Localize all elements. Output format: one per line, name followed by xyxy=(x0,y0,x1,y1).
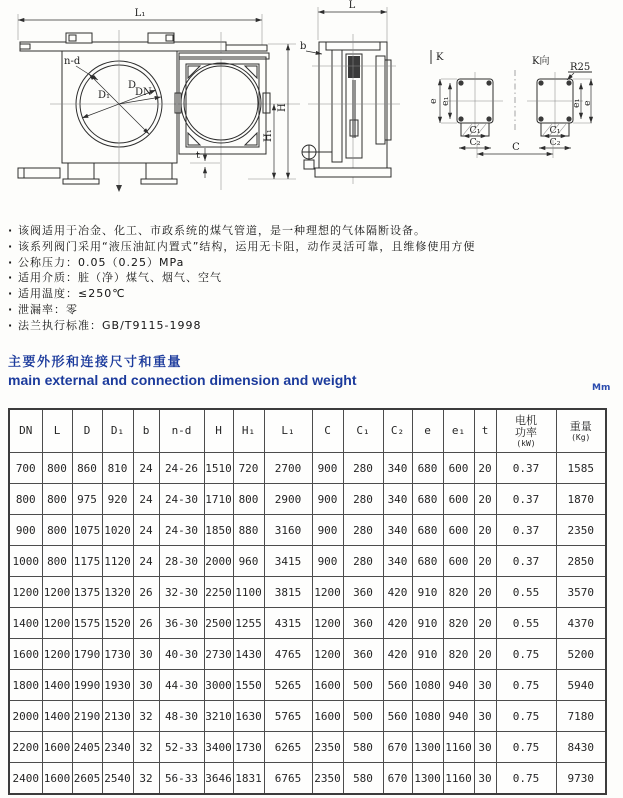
dim-label-e: e xyxy=(428,98,439,104)
side-view xyxy=(300,0,400,184)
feature-item xyxy=(8,239,616,255)
feature-text: 泄漏率：零 xyxy=(18,302,78,316)
table-cell: 30 xyxy=(474,732,496,763)
table-cell: 36-30 xyxy=(159,608,204,639)
dim-label-dn: DN xyxy=(135,87,152,98)
table-cell: 1850 xyxy=(204,515,233,546)
table-cell: 26 xyxy=(133,608,159,639)
table-cell: 30 xyxy=(133,639,159,670)
table-cell: 0.37 xyxy=(496,515,556,546)
section-title-en: main external and connection dimension and weight xyxy=(8,372,357,388)
table-cell: 340 xyxy=(383,546,412,577)
table-cell: 20 xyxy=(474,639,496,670)
table-cell: 820 xyxy=(443,639,474,670)
table-cell: 280 xyxy=(343,515,383,546)
table-cell: 1870 xyxy=(556,484,606,515)
table-cell: 670 xyxy=(383,763,412,795)
table-row xyxy=(9,484,606,515)
table-cell: 32 xyxy=(133,763,159,795)
table-cell: 0.75 xyxy=(496,639,556,670)
table-cell: 1600 xyxy=(312,670,343,701)
table-cell: 6265 xyxy=(264,732,312,763)
table-cell: 1575 xyxy=(72,608,102,639)
table-cell: 2850 xyxy=(556,546,606,577)
dim-label-l: L xyxy=(348,0,356,11)
table-cell: 24 xyxy=(133,515,159,546)
table-cell: 340 xyxy=(383,453,412,484)
feature-item xyxy=(8,302,616,318)
table-cell: 3000 xyxy=(204,670,233,701)
table-cell: 24-30 xyxy=(159,484,204,515)
section-title-zh: 主要外形和连接尺寸和重量 xyxy=(8,355,183,370)
table-cell: 0.75 xyxy=(496,732,556,763)
table-cell: 1520 xyxy=(102,608,133,639)
table-cell: 940 xyxy=(443,670,474,701)
table-cell: 3400 xyxy=(204,732,233,763)
bullet-marker: · xyxy=(8,224,14,237)
column-header: D₁ xyxy=(102,409,133,453)
table-cell: 420 xyxy=(383,608,412,639)
table-cell: 2400 xyxy=(9,763,42,795)
table-cell: 680 xyxy=(412,546,443,577)
table-cell: 3210 xyxy=(204,701,233,732)
table-cell: 1600 xyxy=(42,732,72,763)
view-label-k-direction: K向 xyxy=(532,56,550,67)
table-row xyxy=(9,546,606,577)
table-cell: 910 xyxy=(412,608,443,639)
feature-item xyxy=(8,270,616,286)
column-header: L₁ xyxy=(264,409,312,453)
dimension-table xyxy=(8,408,607,795)
table-cell: 1400 xyxy=(42,701,72,732)
table-cell: 1000 xyxy=(9,546,42,577)
dim-label-e1-right: e₁ xyxy=(571,98,582,108)
feature-text: 该系列阀门采用“液压油缸内置式”结构，运用无卡阻，动作灵活可靠，且维修使用方便 xyxy=(18,239,476,253)
k-detail-right xyxy=(527,54,593,148)
table-cell: 1800 xyxy=(9,670,42,701)
bullet-marker: · xyxy=(8,302,14,316)
table-cell: 360 xyxy=(343,577,383,608)
table-cell: 800 xyxy=(9,484,42,515)
table-cell: 9730 xyxy=(556,763,606,795)
table-cell: 24-30 xyxy=(159,515,204,546)
table-cell: 820 xyxy=(443,608,474,639)
table-row xyxy=(9,732,606,763)
table-cell: 20 xyxy=(474,484,496,515)
dim-label-c1: C₁ xyxy=(469,125,481,136)
table-cell: 5765 xyxy=(264,701,312,732)
table-cell: 5940 xyxy=(556,670,606,701)
column-header: b xyxy=(133,409,159,453)
table-cell: 52-33 xyxy=(159,732,204,763)
table-cell: 0.55 xyxy=(496,577,556,608)
table-cell: 26 xyxy=(133,577,159,608)
table-cell: 800 xyxy=(42,484,72,515)
table-cell: 420 xyxy=(383,639,412,670)
table-cell: 820 xyxy=(443,577,474,608)
column-header: H xyxy=(204,409,233,453)
table-cell: 2540 xyxy=(102,763,133,795)
table-cell: 56-33 xyxy=(159,763,204,795)
table-cell: 1080 xyxy=(412,701,443,732)
table-cell: 3570 xyxy=(556,577,606,608)
table-cell: 30 xyxy=(474,670,496,701)
table-cell: 340 xyxy=(383,515,412,546)
table-cell: 1200 xyxy=(312,639,343,670)
table-cell: 1300 xyxy=(412,732,443,763)
table-cell: 800 xyxy=(42,546,72,577)
table-cell: 420 xyxy=(383,577,412,608)
table-cell: 1200 xyxy=(42,577,72,608)
table-cell: 0.55 xyxy=(496,608,556,639)
bullet-marker: · xyxy=(8,271,14,285)
table-cell: 900 xyxy=(312,453,343,484)
table-cell: 280 xyxy=(343,546,383,577)
table-cell: 1790 xyxy=(72,639,102,670)
dim-label-c2: C₂ xyxy=(469,137,481,148)
table-cell: 1320 xyxy=(102,577,133,608)
table-cell: 1020 xyxy=(102,515,133,546)
table-cell: 360 xyxy=(343,639,383,670)
table-cell: 2000 xyxy=(9,701,42,732)
k-detail-left xyxy=(428,50,503,148)
table-cell: 810 xyxy=(102,453,133,484)
table-cell: 1400 xyxy=(9,608,42,639)
dim-label-d1: D₁ xyxy=(98,90,111,101)
feature-text: 适用温度：≤250℃ xyxy=(18,287,126,301)
table-cell: 600 xyxy=(443,546,474,577)
table-cell: 1075 xyxy=(72,515,102,546)
table-cell: 2190 xyxy=(72,701,102,732)
table-cell: 2405 xyxy=(72,732,102,763)
table-cell: 1200 xyxy=(9,577,42,608)
table-cell: 1255 xyxy=(233,608,264,639)
view-label-k: K xyxy=(436,52,444,63)
table-cell: 500 xyxy=(343,670,383,701)
table-cell: 910 xyxy=(412,577,443,608)
table-cell: 360 xyxy=(343,608,383,639)
column-header: DN xyxy=(9,409,42,453)
dim-label-h: H xyxy=(277,103,288,112)
table-cell: 600 xyxy=(443,453,474,484)
table-cell: 910 xyxy=(412,639,443,670)
dim-label-b: b xyxy=(300,41,307,52)
table-cell: 20 xyxy=(474,515,496,546)
table-cell: 900 xyxy=(312,546,343,577)
table-cell: 340 xyxy=(383,484,412,515)
table-cell: 680 xyxy=(412,484,443,515)
table-cell: 40-30 xyxy=(159,639,204,670)
feature-item xyxy=(8,223,616,239)
table-cell: 900 xyxy=(312,484,343,515)
technical-drawing xyxy=(0,0,623,212)
dim-label-c2-right: C₂ xyxy=(549,137,561,148)
table-cell: 30 xyxy=(474,701,496,732)
table-cell: 1080 xyxy=(412,670,443,701)
feature-text: 公称压力：0.05（0.25）MPa xyxy=(18,255,185,269)
table-row xyxy=(9,608,606,639)
table-cell: 24 xyxy=(133,546,159,577)
bullet-marker: · xyxy=(8,318,14,332)
table-cell: 1585 xyxy=(556,453,606,484)
feature-text: 法兰执行标准：GB/T9115-1998 xyxy=(18,318,202,332)
table-cell: 2000 xyxy=(204,546,233,577)
column-header: e xyxy=(412,409,443,453)
feature-item xyxy=(8,318,616,334)
table-cell: 940 xyxy=(443,701,474,732)
table-cell: 32 xyxy=(133,701,159,732)
table-cell: 700 xyxy=(9,453,42,484)
table-cell: 2500 xyxy=(204,608,233,639)
dim-label-nd: n-d xyxy=(64,56,81,67)
table-cell: 1300 xyxy=(412,763,443,795)
column-header: C₁ xyxy=(343,409,383,453)
table-cell: 1200 xyxy=(42,639,72,670)
column-header: C xyxy=(312,409,343,453)
feature-item xyxy=(8,255,616,271)
table-cell: 5200 xyxy=(556,639,606,670)
table-cell: 20 xyxy=(474,608,496,639)
column-header: D xyxy=(72,409,102,453)
table-cell: 4315 xyxy=(264,608,312,639)
table-cell: 280 xyxy=(343,453,383,484)
table-cell: 20 xyxy=(474,453,496,484)
table-cell: 1175 xyxy=(72,546,102,577)
radius-label-r25: R25 xyxy=(570,62,591,73)
table-cell: 1375 xyxy=(72,577,102,608)
table-cell: 1930 xyxy=(102,670,133,701)
feature-text: 该阀适用于冶金、化工、市政系统的煤气管道，是一种理想的气体隔断设备。 xyxy=(18,224,426,237)
table-row xyxy=(9,577,606,608)
table-cell: 1160 xyxy=(443,763,474,795)
table-cell: 680 xyxy=(412,515,443,546)
table-cell: 960 xyxy=(233,546,264,577)
table-cell: 0.37 xyxy=(496,546,556,577)
table-cell: 1160 xyxy=(443,732,474,763)
table-cell: 1510 xyxy=(204,453,233,484)
table-cell: 1600 xyxy=(42,763,72,795)
table-cell: 24 xyxy=(133,453,159,484)
dim-label-e1: e₁ xyxy=(440,96,451,106)
table-cell: 6765 xyxy=(264,763,312,795)
bullet-marker: · xyxy=(8,255,14,269)
table-cell: 860 xyxy=(72,453,102,484)
bullet-marker: · xyxy=(8,287,14,301)
dim-label-c1-right: C₁ xyxy=(549,125,561,136)
column-header: 重量 (Kg) xyxy=(556,409,606,453)
table-row xyxy=(9,639,606,670)
table-cell: 44-30 xyxy=(159,670,204,701)
table-cell: 0.37 xyxy=(496,453,556,484)
column-header: 电机 功率 (kW) xyxy=(496,409,556,453)
dim-label-e-right: e xyxy=(582,100,593,106)
table-cell: 800 xyxy=(42,515,72,546)
column-header: t xyxy=(474,409,496,453)
table-cell: 900 xyxy=(312,515,343,546)
front-view xyxy=(18,8,300,192)
table-cell: 0.37 xyxy=(496,484,556,515)
table-cell: 900 xyxy=(9,515,42,546)
table-cell: 3815 xyxy=(264,577,312,608)
table-cell: 1710 xyxy=(204,484,233,515)
table-cell: 1600 xyxy=(312,701,343,732)
feature-item xyxy=(8,286,616,302)
table-cell: 2605 xyxy=(72,763,102,795)
dim-label-d: D xyxy=(128,80,137,91)
column-header: C₂ xyxy=(383,409,412,453)
table-row xyxy=(9,670,606,701)
feature-text: 适用介质：脏（净）煤气、烟气、空气 xyxy=(18,271,222,285)
table-cell: 0.75 xyxy=(496,670,556,701)
table-cell: 1550 xyxy=(233,670,264,701)
table-cell: 2200 xyxy=(9,732,42,763)
table-cell: 1730 xyxy=(102,639,133,670)
table-cell: 2350 xyxy=(556,515,606,546)
table-cell: 4765 xyxy=(264,639,312,670)
table-cell: 670 xyxy=(383,732,412,763)
table-cell: 24 xyxy=(133,484,159,515)
table-cell: 1990 xyxy=(72,670,102,701)
table-cell: 680 xyxy=(412,453,443,484)
table-cell: 48-30 xyxy=(159,701,204,732)
table-cell: 720 xyxy=(233,453,264,484)
table-cell: 1120 xyxy=(102,546,133,577)
table-row xyxy=(9,453,606,484)
table-cell: 1400 xyxy=(42,670,72,701)
table-cell: 560 xyxy=(383,670,412,701)
table-cell: 32-30 xyxy=(159,577,204,608)
table-cell: 500 xyxy=(343,701,383,732)
table-cell: 30 xyxy=(133,670,159,701)
table-row xyxy=(9,701,606,732)
section-heading xyxy=(8,354,357,389)
column-header: e₁ xyxy=(443,409,474,453)
column-header: H₁ xyxy=(233,409,264,453)
table-cell: 1100 xyxy=(233,577,264,608)
table-cell: 30 xyxy=(474,763,496,795)
table-cell: 2350 xyxy=(312,732,343,763)
table-cell: 600 xyxy=(443,515,474,546)
table-cell: 580 xyxy=(343,763,383,795)
table-cell: 20 xyxy=(474,577,496,608)
table-cell: 32 xyxy=(133,732,159,763)
table-cell: 3160 xyxy=(264,515,312,546)
table-cell: 2900 xyxy=(264,484,312,515)
table-cell: 1200 xyxy=(312,577,343,608)
bullet-marker: · xyxy=(8,239,14,253)
table-cell: 560 xyxy=(383,701,412,732)
table-container xyxy=(8,408,607,795)
table-cell: 2700 xyxy=(264,453,312,484)
table-cell: 0.75 xyxy=(496,701,556,732)
table-cell: 4370 xyxy=(556,608,606,639)
table-cell: 3415 xyxy=(264,546,312,577)
table-cell: 1730 xyxy=(233,732,264,763)
table-row xyxy=(9,515,606,546)
table-cell: 2730 xyxy=(204,639,233,670)
dim-label-h1: H₁ xyxy=(263,129,274,142)
header-row xyxy=(9,409,606,453)
column-header: L xyxy=(42,409,72,453)
unit-label: Mm xyxy=(592,383,611,393)
feature-list xyxy=(8,223,616,334)
table-cell: 280 xyxy=(343,484,383,515)
table-cell: 1600 xyxy=(9,639,42,670)
table-cell: 1430 xyxy=(233,639,264,670)
table-cell: 975 xyxy=(72,484,102,515)
table-cell: 5265 xyxy=(264,670,312,701)
table-cell: 2340 xyxy=(102,732,133,763)
table-cell: 1630 xyxy=(233,701,264,732)
dim-label-l1: L₁ xyxy=(134,8,146,19)
table-cell: 0.75 xyxy=(496,763,556,795)
table-cell: 580 xyxy=(343,732,383,763)
table-cell: 3646 xyxy=(204,763,233,795)
table-cell: 8430 xyxy=(556,732,606,763)
table-cell: 800 xyxy=(42,453,72,484)
table-cell: 2250 xyxy=(204,577,233,608)
dim-label-t: t xyxy=(196,150,200,161)
table-cell: 28-30 xyxy=(159,546,204,577)
table-cell: 800 xyxy=(233,484,264,515)
table-cell: 880 xyxy=(233,515,264,546)
column-header: n-d xyxy=(159,409,204,453)
table-cell: 1200 xyxy=(312,608,343,639)
table-cell: 20 xyxy=(474,546,496,577)
table-row xyxy=(9,763,606,795)
table-cell: 7180 xyxy=(556,701,606,732)
table-cell: 2130 xyxy=(102,701,133,732)
dim-label-c: C xyxy=(512,142,520,153)
table-cell: 920 xyxy=(102,484,133,515)
table-cell: 1831 xyxy=(233,763,264,795)
table-cell: 1200 xyxy=(42,608,72,639)
table-cell: 600 xyxy=(443,484,474,515)
table-cell: 24-26 xyxy=(159,453,204,484)
table-cell: 2350 xyxy=(312,763,343,795)
